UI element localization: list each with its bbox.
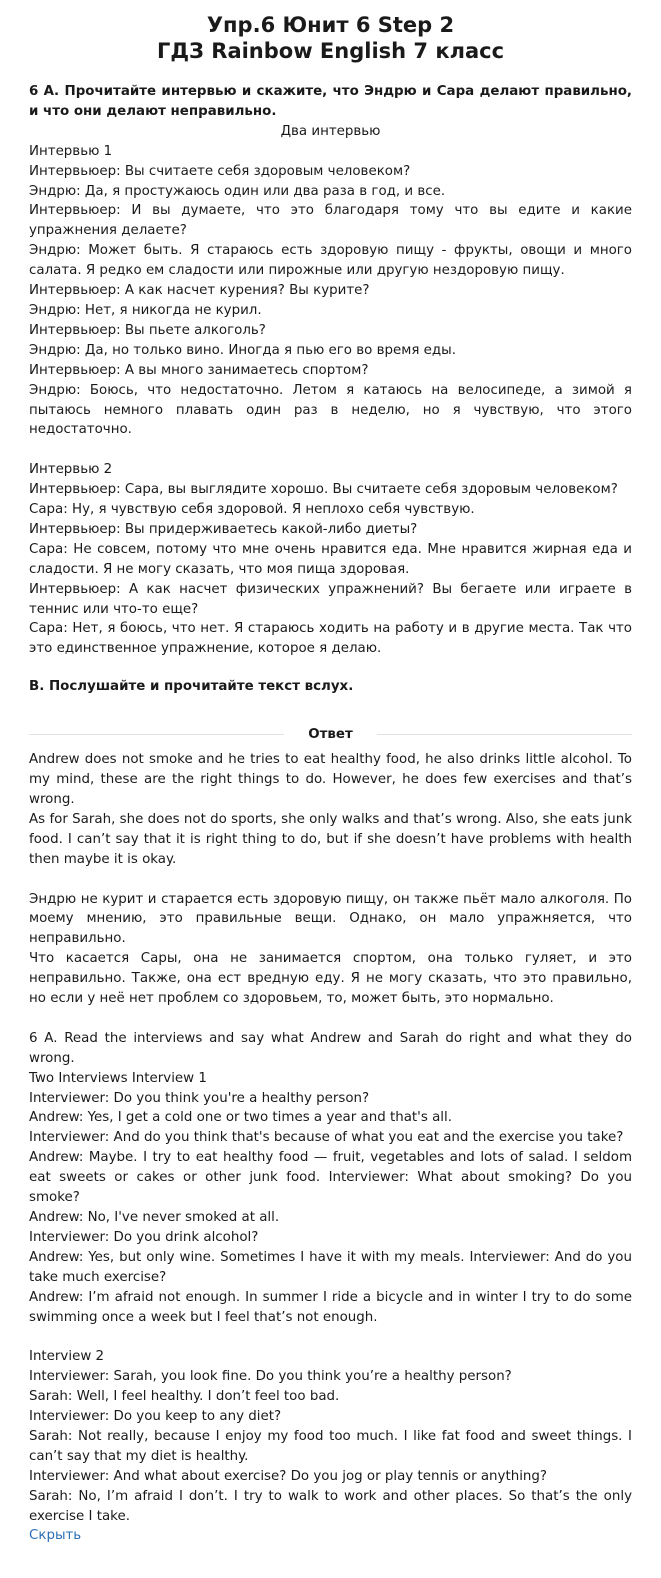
paragraph: Andrew does not smoke and he tries to eat healthy food, he also drinks little alcohol. To my mind, these are the right things to do. However, he does few exercises and that’s wrong. [29, 752, 632, 807]
paragraph: Andrew: No, I've never smoked at all. [29, 1209, 280, 1225]
answer-label: Ответ [308, 727, 353, 743]
paragraph: Interviewer: Do you think you're a healthy person? [29, 1090, 370, 1106]
task-section [29, 82, 632, 659]
interview-2-ru [29, 460, 632, 659]
paragraph: Sarah: Well, I feel healthy. I don’t feel too bad. [29, 1389, 340, 1405]
paragraph: Интервьюер: Сара, вы выглядите хорошо. Вы считаете себя здоровым человеком? [29, 482, 618, 498]
paragraph: Сара: Не совсем, потому что мне очень нравится еда. Мне нравится жирная еда и сладости. Я не могу сказать, что моя пища здоровая. [29, 541, 632, 577]
answer-section [29, 750, 632, 1546]
task-heading: 6 А. Прочитайте интервью и скажите, что Эндрю и Сара делают правильно, и что они делают неправильно. [29, 84, 632, 119]
paragraph: Сара: Ну, я чувствую себя здоровой. Я неплохо себя чувствую. [29, 502, 475, 518]
paragraph: Two Interviews Interview 1 [29, 1070, 207, 1086]
paragraph: Интервью 2 [29, 462, 113, 478]
paragraph: Что касается Сары, она не занимается спортом, она только гуляет, и это неправильно. Также, она ест вредную еду. Я не могу сказать, что это правильно, но если у неё нет проблем со здоровьем, то, может быть, это нормально. [29, 951, 632, 1007]
paragraph: Andrew: Yes, but only wine. Sometimes I have it with my meals. Interviewer: And do you take much exercise? [29, 1249, 632, 1285]
title-line-1: Упр.6 Юнит 6 Step 2 [206, 13, 455, 37]
section-b-heading: В. Послушайте и прочитайте текст вслух. [29, 679, 354, 695]
divider-line-right [377, 734, 632, 735]
paragraph: Интервьюер: А как насчет курения? Вы курите? [29, 283, 370, 299]
paragraph: Эндрю: Может быть. Я стараюсь есть здоровую пищу - фрукты, овощи и много салата. Я редко ем сладости или пирожные или другую нездоровую пищу. [29, 243, 632, 279]
paragraph: Interviewer: Do you drink alcohol? [29, 1229, 259, 1245]
paragraph: Andrew: Maybe. I try to eat healthy food — fruit, vegetables and lots of salad. I seldom eat sweets or cakes or other junk food. Interviewer: What about smoking? Do you smoke? [29, 1150, 632, 1206]
paragraph: Andrew: Yes, I get a cold one or two times a year and that's all. [29, 1110, 452, 1126]
paragraph: Sarah: No, I’m afraid I don’t. I try to walk to work and other places. So that’s the only exercise I take. [29, 1488, 632, 1524]
paragraph: Andrew: I’m afraid not enough. In summer I ride a bicycle and in winter I try to do some swimming once a week but I feel that’s not enough. [29, 1289, 632, 1325]
task-subtitle: Два интервью [280, 123, 381, 139]
paragraph: Interviewer: Do you keep to any diet? [29, 1409, 282, 1425]
page-title [29, 0, 632, 64]
paragraph: Interviewer: Sarah, you look fine. Do you think you’re a healthy person? [29, 1369, 512, 1385]
paragraph: Эндрю не курит и старается есть здоровую пищу, он также пьёт мало алкоголя. По моему мнению, это правильные вещи. Однако, он мало упражняется, что неправильно. [29, 891, 632, 947]
translation-part-2 [29, 1347, 632, 1526]
interview-1-ru [29, 142, 632, 441]
hide-answer-link[interactable]: Скрыть [29, 1528, 82, 1544]
paragraph: Sarah: Not really, because I enjoy my food too much. I like fat food and sweet things. I can’t say that my diet is healthy. [29, 1428, 632, 1464]
paragraph: As for Sarah, she does not do sports, she only walks and that’s wrong. Also, she eats junk food. I can’t say that it is right thing to do, but if she doesn’t have problems with health then maybe it is okay. [29, 811, 632, 867]
title-line-2: ГДЗ Rainbow English 7 класс [156, 39, 505, 63]
paragraph: Интервьюер: И вы думаете, что это благодаря тому что вы едите и какие упражнения делаете? [29, 203, 632, 239]
paragraph: Interviewer: And what about exercise? Do you jog or play tennis or anything? [29, 1468, 548, 1484]
paragraph: 6 A. Read the interviews and say what Andrew and Sarah do right and what they do wrong. [29, 1030, 632, 1066]
paragraph: Interview 2 [29, 1349, 105, 1365]
translation-part-1 [29, 1029, 632, 1328]
paragraph: Эндрю: Боюсь, что недостаточно. Летом я катаюсь на велосипеде, а зимой я пытаюсь немного плавать один раз в неделю, но я чувствую, что этого недостаточно. [29, 382, 632, 438]
paragraph: Интервьюер: Вы считаете себя здоровым человеком? [29, 163, 411, 179]
paragraph: Interviewer: And do you think that's because of what you eat and the exercise you take? [29, 1130, 624, 1146]
paragraph: Эндрю: Да, но только вино. Иногда я пью его во время еды. [29, 342, 456, 358]
paragraph: Сара: Нет, я боюсь, что нет. Я стараюсь ходить на работу и в другие места. Так что это единственное упражнение, которое я делаю. [29, 621, 632, 657]
answer-russian [29, 890, 632, 1009]
divider-line-left [29, 734, 284, 735]
paragraph: Интервьюер: Вы придерживаетесь какой-либо диеты? [29, 521, 418, 537]
paragraph: Эндрю: Нет, я никогда не курил. [29, 302, 262, 318]
paragraph: Интервьюер: Вы пьете алкоголь? [29, 322, 266, 338]
answer-divider [29, 727, 632, 742]
paragraph: Эндрю: Да, я простужаюсь один или два раза в год, и все. [29, 183, 446, 199]
answer-english [29, 750, 632, 869]
paragraph: Интервью 1 [29, 143, 113, 159]
paragraph: Интервьюер: А вы много занимаетесь спортом? [29, 362, 369, 378]
paragraph: Интервьюер: А как насчет физических упражнений? Вы бегаете или играете в теннис или что-то еще? [29, 581, 632, 617]
